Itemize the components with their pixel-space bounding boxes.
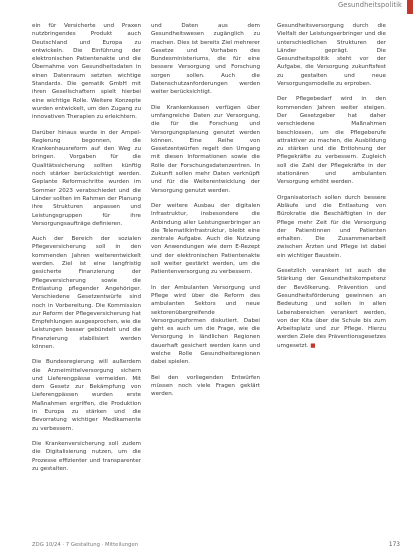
paragraph: Bei den vorliegenden Entwürfen müssen noch viele Fragen geklärt werden. xyxy=(151,374,260,398)
paragraph: Die Krankenversicherung soll zudem die Digitalisierung nutzen, um die Prozesse effizienter und transparenter zu gestalten. xyxy=(32,440,141,472)
paragraph: In der Ambulanten Versorgung und Pflege wird über die Reform des ambulanten Sektors und neue sektorenübergreifende Versorgungsformen diskutiert. Dabei geht es auch um die Frage, wie die Versorgung in ländlichen Regionen dauerhaft gesichert werden kann und welche Rolle Gesundheitsregionen dabei spielen. xyxy=(151,284,260,366)
paragraph: Die Krankenkassen verfügen über umfangreiche Daten zur Versorgung, die für die Forschung und Versorgungsplanung genutzt werden können. Eine Reihe von Gesetzentwürfen regelt den Umgang mit diesen Informationen sowie die Rolle der Forschungsdatenzentren. In Zukunft sollen mehr Daten verknüpft und für die Weiterentwicklung der Versorgung genutzt werden. xyxy=(151,104,260,194)
paragraph: Organisatorisch sollen durch bessere Abläufe und die Entlastung von Bürokratie die Beschäftigten in der Pflege mehr Zeit für die Versorgung der Patientinnen und Patienten erhalten. Die Zusammenarbeit zwischen Ärzten und Pflege ist dabei ein wichtiger Baustein. xyxy=(277,194,386,259)
page-number: 173 xyxy=(388,542,400,548)
paragraph-text: Gesetzlich verankert ist auch die Stärkung der Gesundheitskompetenz der Bevölkerung. Prävention und Gesundheitsförderung gewinnen an Bedeutung und sollen in allen Lebensbereichen verankert werden, von der Kita über die Schule bis zum Arbeitsplatz und zur Pflege. Hierzu werden Ziele des Präventionsgesetzes umgesetzt. xyxy=(277,268,386,349)
section-title: Gesundheitspolitik xyxy=(337,1,402,9)
end-mark-icon: ■ xyxy=(310,342,316,349)
text-column-3 xyxy=(277,22,386,357)
paragraph-final xyxy=(277,267,386,350)
paragraph: Darüber hinaus wurde in der Ampel-Regierung begonnen, die Krankenhausreform auf den Weg zu bringen. Vorgaben für die Qualitätssicherung sollten künftig noch stärker berücksichtigt werden. Geplante Reformschritte wurden im Sommer 2023 verabschiedet und die Länder sollten im Rahmen der Planung ihre Strukturen anpassen und Leistungsgruppen für ihre Versorgungsaufträge definieren. xyxy=(32,129,141,227)
text-column-1 xyxy=(32,22,141,480)
paragraph: ein für Versicherte und Praxen nutzbringendes Produkt auch Deutschland und Europa zu entwickeln. Die Einführung der elektronischen Patientenakte und die Übernahme von Gesundheitsdaten in einen Datenraum setzten wichtige Standards. Die gematik GmbH mit ihren Gesellschaftern spielt hierbei eine wichtige Rolle. Weitere Konzepte wurden entwickelt, um den Zugang zu innovativen Therapien zu erleichtern. xyxy=(32,23,141,121)
paragraph: und Daten aus dem Gesundheitswesen zugänglich zu machen. Dies ist bereits Ziel mehrerer Gesetze und Vorhaben des Bundesministeriums, die für eine bessere Versorgung und Forschung sorgen sollen. Auch die Datenschutzanforderungen werden weiter berücksichtigt. xyxy=(151,23,260,96)
paragraph: Auch der Bereich der sozialen Pflegeversicherung soll in den kommenden Jahren weiterentwickelt werden. Ziel ist eine langfristig gesicherte Finanzierung der Pflegeversicherung sowie die Entlastung pflegender Angehöriger. Verschiedene Gesetzentwürfe sind noch in Vorbereitung. Die Kommission zur Reform der Pflegeversicherung hat Empfehlungen ausgesprochen, wie die Leistungen besser gebündelt und die Finanzierung stabilisiert werden können. xyxy=(32,236,141,350)
page-header xyxy=(0,0,413,14)
paragraph: Der weitere Ausbau der digitalen Infrastruktur, insbesondere die Anbindung aller Leistungserbringer an die Telematikinfrastruktur, bleibt eine zentrale Aufgabe. Auch die Nutzung von Anwendungen wie dem E-Rezept und der elektronischen Patientenakte soll weiter gestärkt werden, um die Patientenversorgung zu verbessern. xyxy=(151,202,260,276)
text-column-2 xyxy=(151,22,260,405)
paragraph: Die Bundesregierung will außerdem die Arzneimittelversorgung sichern und Lieferengpässe vermeiden. Mit dem Gesetz zur Bekämpfung von Lieferengpässen wurden erste Maßnahmen ergriffen, die Produktion in Europa zu stärken und die Bevorratung wichtiger Medikamente zu verbessern. xyxy=(32,359,141,432)
footer-citation: ZDG 10/24 · 7 Gestaltung · Mitteilungen xyxy=(32,542,139,548)
paragraph: Gesundheitsversorgung durch die Vielfalt der Leistungserbringer und die unterschiedlichen Strukturen der Länder geprägt. Die Gesundheitspolitik steht vor der Aufgabe, die Versorgung zukunftsfest zu gestalten und neue Versorgungsmodelle zu erproben. xyxy=(277,23,386,88)
section-color-tab xyxy=(407,0,413,14)
paragraph: Der Pflegebedarf wird in den kommenden Jahren weiter steigen. Der Gesetzgeber hat daher verschiedene Maßnahmen beschlossen, um die Pflegeberufe attraktiver zu machen, die Ausbildung zu stärken und die Entlohnung der Pflegekräfte zu verbessern. Zugleich soll die Zahl der Pflegekräfte in der stationären und ambulanten Versorgung erhöht werden. xyxy=(277,96,386,186)
